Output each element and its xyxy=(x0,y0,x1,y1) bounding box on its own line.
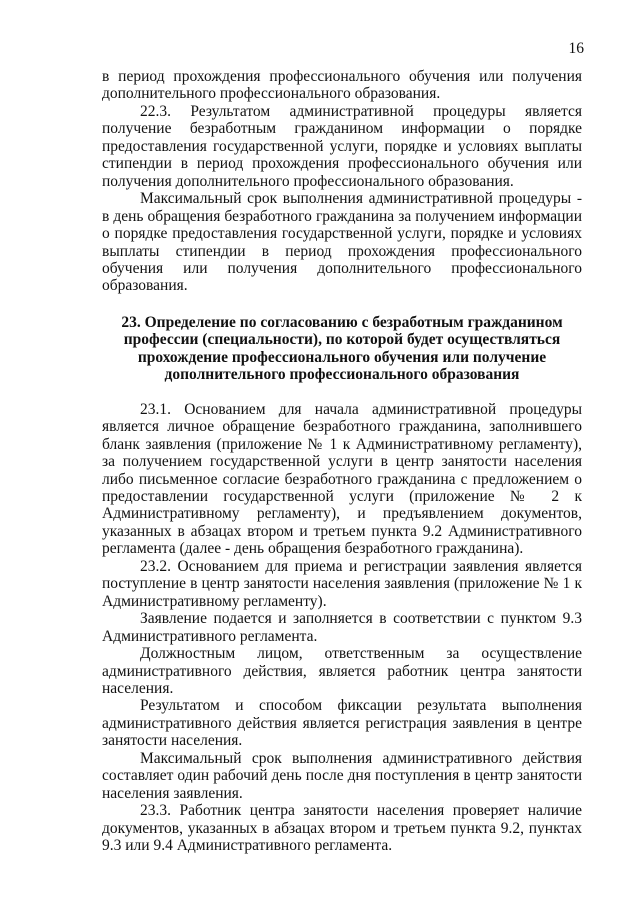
paragraph: Результатом и способом фиксации результата выполнения административного действия является регистрация заявления в центре занятости населения. xyxy=(102,697,582,750)
paragraph: Максимальный срок выполнения административного действия составляет один рабочий день после дня поступления в центр занятости населения заявления. xyxy=(102,749,582,802)
paragraph: Максимальный срок выполнения административной процедуры - в день обращения безработного гражданина за получением информации о порядке предоставления государственной услуги, порядке и условиях выплаты стипендии в период прохождения профессионального обучения или получения дополнительного профессионального образования. xyxy=(102,190,582,295)
paragraph: Должностным лицом, ответственным за осуществление административного действия, является работник центра занятости населения. xyxy=(102,645,582,697)
paragraph: 22.3. Результатом административной процедуры является получение безработным гражданином информации о порядке предоставления государственной услуги, порядке и условиях выплаты стипендии в период прохождения профессионального обучения или получения дополнительного профессионального образования. xyxy=(102,102,582,190)
section-heading: 23. Определение по согласованию с безработным гражданином профессии (специальности), по которой будет осуществляться прохождение профессионального обучения или получение дополнительного профессионального образования xyxy=(121,313,563,384)
paragraph: 23.2. Основанием для приема и регистрации заявления является поступление в центр занятости населения заявления (приложение № 1 к Административному регламенту). xyxy=(102,557,582,610)
document-body xyxy=(102,68,582,854)
paragraph: Заявление подается и заполняется в соответствии с пунктом 9.3 Административного регламента. xyxy=(102,610,582,645)
paragraph: 23.1. Основанием для начала административной процедуры является личное обращение безработного гражданина, заполнившего бланк заявления (приложение № 1 к Административному регламенту), за получением государственной услуги в центр занятости населения либо письменное согласие безработного гражданина с предложением о предоставлении государственной услуги (приложение № 2 к Административному регламенту), и предъявлением документов, указанных в абзацах втором и третьем пункта 9.2 Административного регламента (далее - день обращения безработного гражданина). xyxy=(102,400,582,558)
paragraph: в период прохождения профессионального обучения или получения дополнительного профессионального образования. xyxy=(102,68,582,103)
page-number: 16 xyxy=(568,40,584,57)
paragraph: 23.3. Работник центра занятости населения проверяет наличие документов, указанных в абзацах втором и третьем пункта 9.2, пунктах 9.3 или 9.4 Административного регламента. xyxy=(102,802,582,855)
